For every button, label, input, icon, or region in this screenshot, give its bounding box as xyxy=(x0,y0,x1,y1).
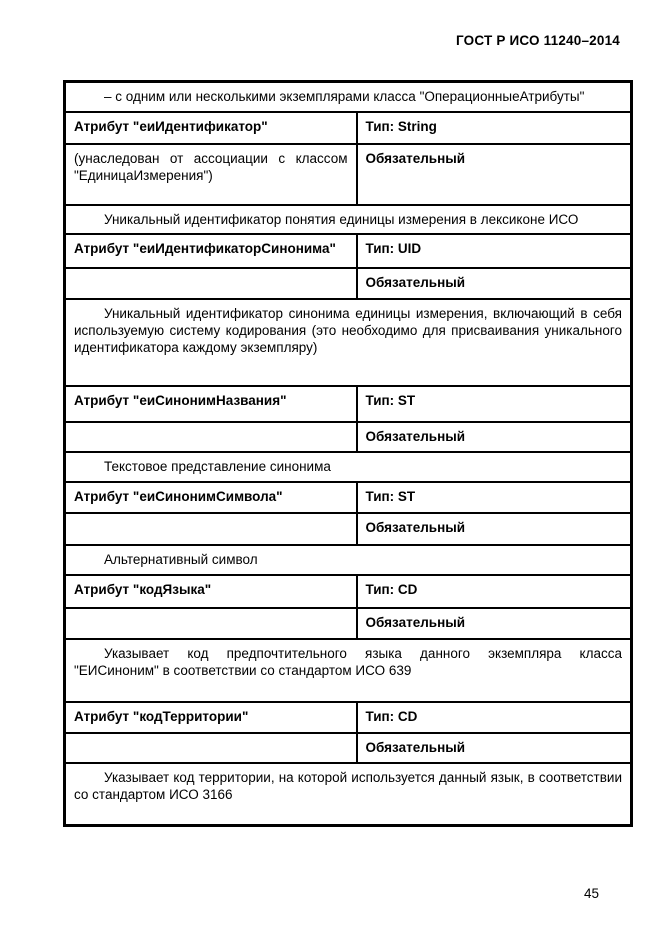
attr-description-cell: Текстовое представление синонима xyxy=(65,452,632,482)
attr-required-cell: Обязательный xyxy=(357,513,632,545)
empty-cell xyxy=(65,608,357,639)
empty-cell xyxy=(65,733,357,763)
table-row xyxy=(65,234,632,268)
page-number: 45 xyxy=(583,886,599,901)
attr-description-cell: Указывает код территории, на которой используется данный язык, в соответствии со стандартом ИСО 3166 xyxy=(65,763,632,826)
table-row xyxy=(65,299,632,386)
table-row xyxy=(65,82,632,112)
table-row xyxy=(65,112,632,144)
table-row xyxy=(65,513,632,545)
attr-type-cell: Тип: ST xyxy=(357,482,632,513)
attr-type-cell: Тип: CD xyxy=(357,575,632,608)
empty-cell xyxy=(65,513,357,545)
table-row xyxy=(65,268,632,299)
attr-description-cell: Альтернативный символ xyxy=(65,545,632,575)
table-row xyxy=(65,205,632,234)
attr-name-cell: Атрибут "еиСинонимСимвола" xyxy=(65,482,357,513)
attr-type-cell: Тип: ST xyxy=(357,386,632,422)
table-row xyxy=(65,386,632,422)
table-row xyxy=(65,452,632,482)
attr-name-cell: Атрибут "кодТерритории" xyxy=(65,702,357,733)
table-row xyxy=(65,575,632,608)
attr-note-cell: (унаследован от ассоциации с классом "ЕдиницаИзмерения") xyxy=(65,144,357,205)
attr-description-cell: Уникальный идентификатор понятия единицы измерения в лексиконе ИСО xyxy=(65,205,632,234)
attr-type-cell: Тип: UID xyxy=(357,234,632,268)
attr-name-cell: Атрибут "еиИдентификатор" xyxy=(65,112,357,144)
table-row xyxy=(65,422,632,452)
attr-description-cell: Указывает код предпочтительного языка данного экземпляра класса "ЕИСиноним" в соответствии со стандартом ИСО 639 xyxy=(65,639,632,702)
attributes-table xyxy=(63,80,633,827)
attr-name-cell: Атрибут "еиСинонимНазвания" xyxy=(65,386,357,422)
empty-cell xyxy=(65,422,357,452)
attr-name-cell: Атрибут "кодЯзыка" xyxy=(65,575,357,608)
table-row xyxy=(65,608,632,639)
table-row xyxy=(65,733,632,763)
table-row xyxy=(65,144,632,205)
attr-required-cell: Обязательный xyxy=(357,422,632,452)
attr-type-cell: Тип: String xyxy=(357,112,632,144)
list-item-cell: – с одним или несколькими экземплярами класса "ОперационныеАтрибуты" xyxy=(65,82,632,112)
table-row xyxy=(65,482,632,513)
attr-required-cell: Обязательный xyxy=(357,144,632,205)
attr-required-cell: Обязательный xyxy=(357,608,632,639)
attr-type-cell: Тип: CD xyxy=(357,702,632,733)
table-row xyxy=(65,702,632,733)
attr-required-cell: Обязательный xyxy=(357,268,632,299)
attr-description-cell: Уникальный идентификатор синонима единицы измерения, включающий в себя используемую систему кодирования (это необходимо для присваивания уникального идентификатора каждому экземпляру) xyxy=(65,299,632,386)
table-row xyxy=(65,639,632,702)
table-row xyxy=(65,763,632,826)
empty-cell xyxy=(65,268,357,299)
document-header-title: ГОСТ Р ИСО 11240–2014 xyxy=(455,33,620,48)
attr-required-cell: Обязательный xyxy=(357,733,632,763)
attr-name-cell: Атрибут "еиИдентификаторСинонима" xyxy=(65,234,357,268)
table-row xyxy=(65,545,632,575)
